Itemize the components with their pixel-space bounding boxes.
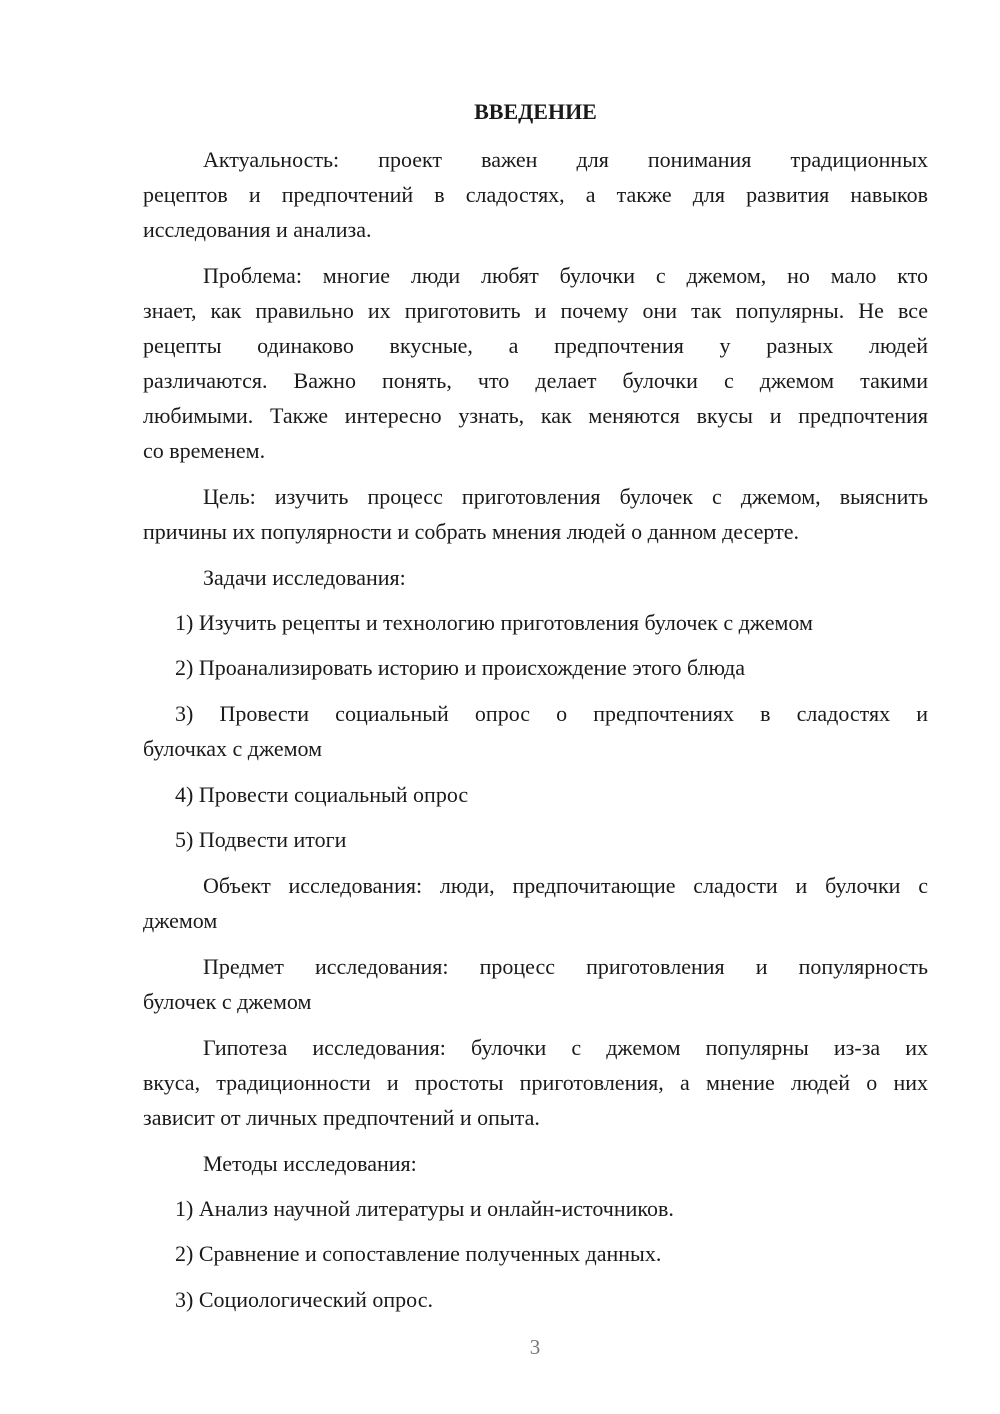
tasks-heading: Задачи исследования: — [203, 565, 406, 590]
paragraph-problem-line-4: различаются. Важно понять, что делает булочки с джемом такими — [143, 368, 928, 393]
paragraph-relevance-line-2: рецептов и предпочтений в сладостях, а также для развития навыков — [143, 182, 928, 207]
paragraph-problem-line-1: Проблема: многие люди любят булочки с джемом, но мало кто — [203, 263, 928, 288]
paragraph-problem-line-3: рецепты одинаково вкусные, а предпочтения у разных людей — [143, 333, 928, 358]
paragraph-object-line-2: джемом — [143, 908, 218, 933]
paragraph-goal-line-2: причины их популярности и собрать мнения людей о данном десерте. — [143, 519, 799, 544]
paragraph-hypothesis-line-3: зависит от личных предпочтений и опыта. — [143, 1105, 540, 1130]
method-item-1: 1) Анализ научной литературы и онлайн-источников. — [175, 1196, 674, 1221]
paragraph-problem-line-6: со временем. — [143, 438, 266, 463]
method-item-2: 2) Сравнение и сопоставление полученных данных. — [175, 1241, 662, 1266]
method-item-3: 3) Социологический опрос. — [175, 1287, 433, 1312]
section-title: ВВЕДЕНИЕ — [474, 99, 597, 124]
task-item-4: 4) Провести социальный опрос — [175, 782, 469, 807]
paragraph-hypothesis-line-2: вкуса, традиционности и простоты приготовления, а мнение людей о них — [143, 1070, 928, 1095]
paragraph-subject-line-1: Предмет исследования: процесс приготовления и популярность — [203, 954, 928, 979]
paragraph-problem-line-5: любимыми. Также интересно узнать, как меняются вкусы и предпочтения — [143, 403, 928, 428]
task-item-5: 5) Подвести итоги — [175, 827, 347, 852]
paragraph-subject-line-2: булочек с джемом — [143, 989, 312, 1014]
paragraph-problem-line-2: знает, как правильно их приготовить и почему они так популярны. Не все — [143, 298, 928, 323]
task-item-1: 1) Изучить рецепты и технологию приготовления булочек с джемом — [175, 610, 813, 635]
paragraph-object-line-1: Объект исследования: люди, предпочитающие сладости и булочки с — [203, 873, 928, 898]
task-item-3-line-1: 3) Провести социальный опрос о предпочтениях в сладостях и — [175, 701, 928, 726]
task-item-2: 2) Проанализировать историю и происхождение этого блюда — [175, 655, 745, 680]
page-number: 3 — [529, 1335, 541, 1359]
paragraph-relevance-line-1: Актуальность: проект важен для понимания традиционных — [203, 147, 928, 172]
methods-heading: Методы исследования: — [203, 1151, 417, 1176]
paragraph-relevance-line-3: исследования и анализа. — [143, 217, 372, 242]
paragraph-goal-line-1: Цель: изучить процесс приготовления булочек с джемом, выяснить — [203, 484, 928, 509]
task-item-3-line-2: булочках с джемом — [143, 736, 323, 761]
paragraph-hypothesis-line-1: Гипотеза исследования: булочки с джемом популярны из-за их — [203, 1035, 928, 1060]
